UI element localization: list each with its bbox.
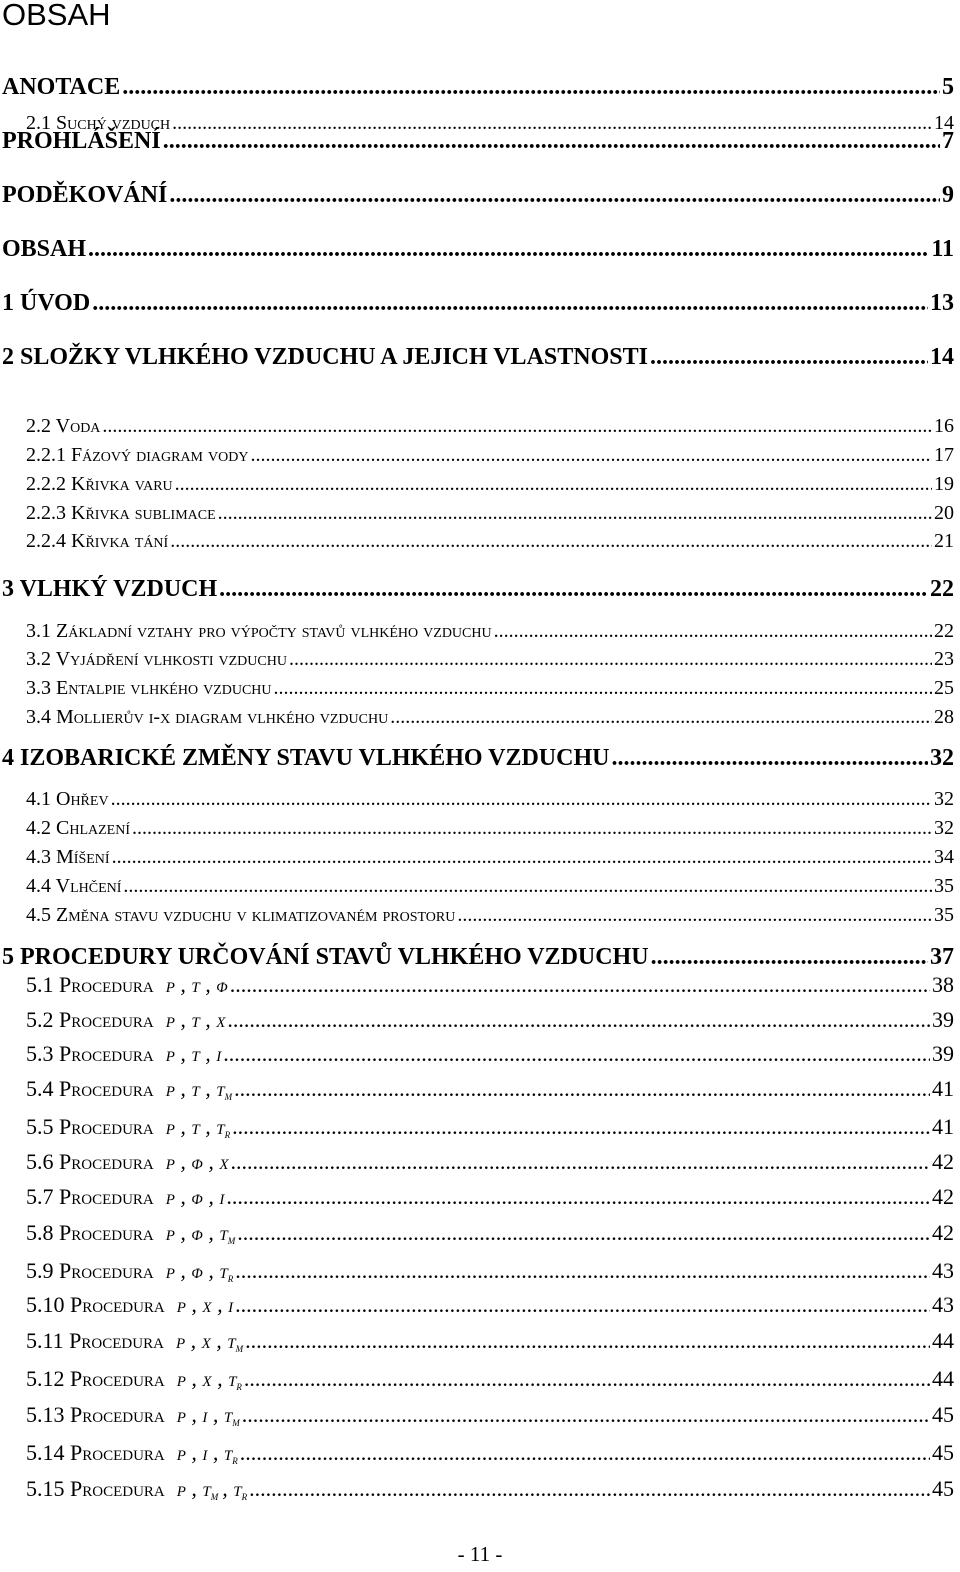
- toc-label: 2.1 Suchý vzduch: [26, 112, 171, 134]
- toc-leader: [132, 817, 932, 840]
- toc-leader: [123, 875, 932, 898]
- toc-math-sub: m: [235, 1340, 244, 1355]
- toc-label: 3.2 Vyjádření vlhkosti vzduchu: [26, 648, 287, 670]
- toc-entry[interactable]: [2, 344, 954, 371]
- toc-math: [166, 1220, 235, 1248]
- toc-leader: [172, 112, 932, 135]
- toc-label: 2.2.3 Křivka sublimace: [26, 502, 216, 524]
- toc-leader: [274, 677, 932, 700]
- toc-math-text: p , t: [176, 1476, 211, 1501]
- toc-label: OBSAH: [2, 236, 87, 262]
- toc-leader: [244, 1366, 930, 1392]
- toc-math: [166, 1076, 232, 1104]
- toc-label: 5.1 Procedura: [26, 972, 154, 997]
- toc-math-text: p , t , t: [165, 1114, 225, 1139]
- toc-math-text: p , i , t: [176, 1402, 233, 1427]
- toc-label: 5.2 Procedura: [26, 1007, 154, 1032]
- toc-math-text: p , φ , i: [165, 1184, 225, 1209]
- toc-leader: [170, 530, 932, 553]
- toc-page: 5: [942, 74, 954, 100]
- toc-entry[interactable]: [26, 1149, 954, 1175]
- toc-math-text: p , x , i: [176, 1292, 234, 1317]
- toc-math: [166, 972, 228, 998]
- toc-math-text: , t: [222, 1476, 242, 1501]
- toc-leader: [234, 1076, 930, 1102]
- toc-entry[interactable]: [26, 1366, 954, 1394]
- toc-page: 39: [932, 1041, 954, 1066]
- toc-page: 32: [934, 788, 954, 810]
- toc-math: [177, 1366, 242, 1394]
- toc-leader: [226, 1184, 930, 1210]
- toc-entry[interactable]: [2, 576, 954, 603]
- toc-leader: [611, 745, 928, 772]
- toc-leader: [245, 1328, 930, 1354]
- toc-page: 17: [934, 444, 954, 466]
- toc-leader: [232, 1114, 930, 1140]
- toc-math: [166, 1114, 230, 1142]
- toc-label: 5.8 Procedura: [26, 1220, 154, 1245]
- toc-math-sub: m: [232, 1414, 240, 1429]
- toc-entry[interactable]: [2, 182, 954, 209]
- toc-leader: [457, 904, 932, 927]
- toc-label: PROHLÁŠENÍ: [2, 128, 161, 154]
- toc-label: 2.2 Voda: [26, 415, 101, 437]
- toc-math-sub: r: [241, 1488, 248, 1503]
- toc-label: 4.1 Ohřev: [26, 788, 109, 810]
- toc-page: 35: [934, 904, 954, 926]
- toc-page: 13: [930, 290, 954, 316]
- toc-math: [177, 1402, 240, 1430]
- toc-page: 43: [932, 1292, 954, 1317]
- toc-label: 5.7 Procedura: [26, 1184, 154, 1209]
- toc-page: 41: [932, 1114, 954, 1139]
- toc-leader: [651, 944, 928, 971]
- toc-leader: [237, 1220, 930, 1246]
- toc-page: 16: [934, 415, 954, 437]
- toc-entry[interactable]: [26, 444, 954, 467]
- toc-label: 4.4 Vlhčení: [26, 875, 122, 897]
- toc-label: 5.15 Procedura: [26, 1476, 165, 1501]
- toc-math-text: p , φ , t: [165, 1220, 228, 1245]
- toc-leader: [240, 1440, 930, 1466]
- toc-math-text: p , t , t: [165, 1076, 225, 1101]
- toc-page: 7: [942, 128, 954, 154]
- toc-entry[interactable]: [26, 502, 954, 525]
- toc-page: 42: [932, 1149, 954, 1174]
- toc-label: 1 ÚVOD: [2, 290, 91, 316]
- toc-entry[interactable]: [2, 290, 954, 317]
- toc-math-text: p , φ , t: [165, 1258, 228, 1283]
- toc-page: 42: [932, 1220, 954, 1245]
- toc-leader: [175, 473, 932, 496]
- toc-entry[interactable]: [26, 875, 954, 898]
- toc-entry[interactable]: [2, 944, 954, 971]
- toc-entry[interactable]: [26, 1220, 954, 1248]
- toc-label: 4.5 Změna stavu vzduchu v klimatizovaném prostoru: [26, 904, 456, 926]
- toc-page: 35: [934, 875, 954, 897]
- toc-entry[interactable]: [26, 1184, 954, 1210]
- toc-math-text: p , t , φ: [165, 972, 228, 997]
- toc-leader: [250, 444, 932, 467]
- toc-label: 5 PROCEDURY URČOVÁNÍ STAVŮ VLHKÉHO VZDUCHU: [2, 944, 649, 970]
- toc-entry[interactable]: [26, 1440, 954, 1468]
- toc-page: 20: [934, 502, 954, 524]
- toc-leader: [111, 788, 932, 811]
- toc-label: 5.6 Procedura: [26, 1149, 154, 1174]
- toc-math-text: p , t , i: [165, 1041, 222, 1066]
- toc-label: 5.12 Procedura: [26, 1366, 165, 1391]
- toc-label: 5.10 Procedura: [26, 1292, 165, 1317]
- toc-label: PODĚKOVÁNÍ: [2, 182, 168, 208]
- toc-leader: [289, 648, 932, 671]
- toc-label: 2 SLOŽKY VLHKÉHO VZDUCHU A JEJICH VLASTNOSTI: [2, 344, 648, 370]
- toc-label: ANOTACE: [2, 74, 121, 100]
- toc-leader: [235, 1258, 930, 1284]
- toc-label: 5.13 Procedura: [26, 1402, 165, 1427]
- toc-entry[interactable]: [2, 745, 954, 772]
- toc-page: 28: [934, 706, 954, 728]
- page-title: OBSAH: [2, 0, 111, 32]
- toc-label: 4.3 Míšení: [26, 846, 110, 868]
- toc-math-sub: r: [227, 1270, 234, 1285]
- toc-entry[interactable]: [26, 1292, 954, 1318]
- toc-page: 25: [934, 677, 954, 699]
- toc-label: 3.3 Entalpie vlhkého vzduchu: [26, 677, 272, 699]
- toc-math-text: p , x , t: [175, 1328, 236, 1353]
- toc-label: 5.11 Procedura: [26, 1328, 164, 1353]
- toc-math: [166, 1184, 225, 1210]
- toc-page: 43: [932, 1258, 954, 1283]
- toc-math-text: p , i , t: [176, 1440, 233, 1465]
- toc-label: 2.2.2 Křivka varu: [26, 473, 173, 495]
- toc-entry[interactable]: [2, 74, 954, 101]
- toc-page: 14: [930, 344, 954, 370]
- toc-entry[interactable]: [26, 112, 954, 135]
- toc-entry[interactable]: [26, 1076, 954, 1104]
- toc-label: 5.5 Procedura: [26, 1114, 154, 1139]
- toc-math-sub: m: [224, 1088, 233, 1103]
- toc-leader: [494, 620, 932, 643]
- toc-math: [177, 1476, 247, 1504]
- toc-label: 2.2.4 Křivka tání: [26, 530, 169, 552]
- page-number: - 11 -: [457, 1542, 503, 1566]
- toc-page: 44: [932, 1328, 954, 1353]
- toc-leader: [235, 1292, 930, 1318]
- toc-entry[interactable]: [26, 620, 954, 643]
- toc-page: 42: [932, 1184, 954, 1209]
- toc-label: 5.4 Procedura: [26, 1076, 154, 1101]
- toc-entry[interactable]: [26, 817, 954, 840]
- toc-page: 32: [930, 745, 954, 771]
- toc-page: 37: [930, 944, 954, 970]
- toc-page: 45: [932, 1476, 954, 1501]
- toc-math: [166, 1041, 222, 1067]
- toc-page: 22: [930, 576, 954, 602]
- toc-leader: [227, 1007, 930, 1033]
- toc-page: 21: [934, 530, 954, 552]
- toc-label: 5.14 Procedura: [26, 1440, 165, 1465]
- toc-math: [166, 1258, 233, 1286]
- toc-page: 19: [934, 473, 954, 495]
- toc-page: 23: [934, 648, 954, 670]
- toc-entry[interactable]: [26, 415, 954, 438]
- toc-page: 41: [932, 1076, 954, 1101]
- toc-leader: [219, 576, 928, 603]
- toc-entry[interactable]: [26, 648, 954, 671]
- toc-math: [166, 1149, 229, 1175]
- toc-entry[interactable]: [26, 530, 954, 553]
- toc-entry[interactable]: [26, 846, 954, 869]
- toc-entry[interactable]: [26, 1041, 954, 1067]
- toc-label: 5.9 Procedura: [26, 1258, 154, 1283]
- toc-entry[interactable]: [26, 677, 954, 700]
- toc-leader: [231, 1149, 931, 1175]
- toc-leader: [390, 706, 932, 729]
- toc-entry[interactable]: [26, 1258, 954, 1286]
- toc-entry[interactable]: [26, 1114, 954, 1142]
- toc-entry[interactable]: [26, 904, 954, 927]
- toc-entry[interactable]: [26, 1476, 954, 1504]
- toc-math-sub: r: [232, 1452, 238, 1467]
- toc-leader: [102, 415, 932, 438]
- toc-entry[interactable]: [2, 236, 954, 263]
- toc-page: 44: [932, 1366, 954, 1391]
- toc-page: 45: [932, 1402, 954, 1427]
- toc-page: 34: [934, 846, 954, 868]
- toc-entry[interactable]: [26, 706, 954, 729]
- toc-page: 14: [934, 112, 954, 134]
- toc-leader: [218, 502, 932, 525]
- toc-leader: [249, 1476, 930, 1502]
- toc-entry[interactable]: [26, 473, 954, 496]
- toc-page: 22: [934, 620, 954, 642]
- toc-page: 38: [932, 972, 954, 997]
- toc-label: 3.4 Mollierův i-x diagram vlhkého vzduchu: [26, 706, 389, 728]
- toc-entry[interactable]: [26, 972, 954, 998]
- toc-page: 39: [932, 1007, 954, 1032]
- toc-page: 45: [932, 1440, 954, 1465]
- toc-math-text: p , t , x: [165, 1007, 226, 1032]
- toc-math-text: p , φ , x: [165, 1149, 229, 1174]
- toc-math-sub: m: [227, 1232, 236, 1247]
- toc-math-text: p , x , t: [176, 1366, 237, 1391]
- toc-label: 5.3 Procedura: [26, 1041, 154, 1066]
- toc-label: 3 VLHKÝ VZDUCH: [2, 576, 218, 602]
- toc-math-sub: m: [210, 1488, 219, 1503]
- toc-leader: [242, 1402, 930, 1428]
- toc-math: [166, 1007, 226, 1033]
- toc-entry[interactable]: [26, 788, 954, 811]
- toc-label: 2.2.1 Fázový diagram vody: [26, 444, 249, 466]
- toc-page: 9: [942, 182, 954, 208]
- toc-math: [176, 1328, 243, 1356]
- toc-entry[interactable]: [26, 1007, 954, 1033]
- toc-entry[interactable]: [26, 1402, 954, 1430]
- toc-math-sub: r: [236, 1378, 242, 1393]
- toc-leader: [112, 846, 932, 869]
- toc-leader: [230, 972, 930, 998]
- toc-math: [177, 1440, 238, 1468]
- toc-page: 32: [934, 817, 954, 839]
- toc-math: [177, 1292, 233, 1318]
- toc-leader: [223, 1041, 930, 1067]
- toc-math-sub: r: [224, 1126, 231, 1141]
- toc-entry[interactable]: [26, 1328, 954, 1356]
- toc-label: 3.1 Základní vztahy pro výpočty stavů vlhkého vzduchu: [26, 620, 492, 642]
- toc-page: 11: [931, 236, 954, 262]
- toc-label: 4 IZOBARICKÉ ZMĚNY STAVU VLHKÉHO VZDUCHU: [2, 745, 610, 771]
- toc-label: 4.2 Chlazení: [26, 817, 130, 839]
